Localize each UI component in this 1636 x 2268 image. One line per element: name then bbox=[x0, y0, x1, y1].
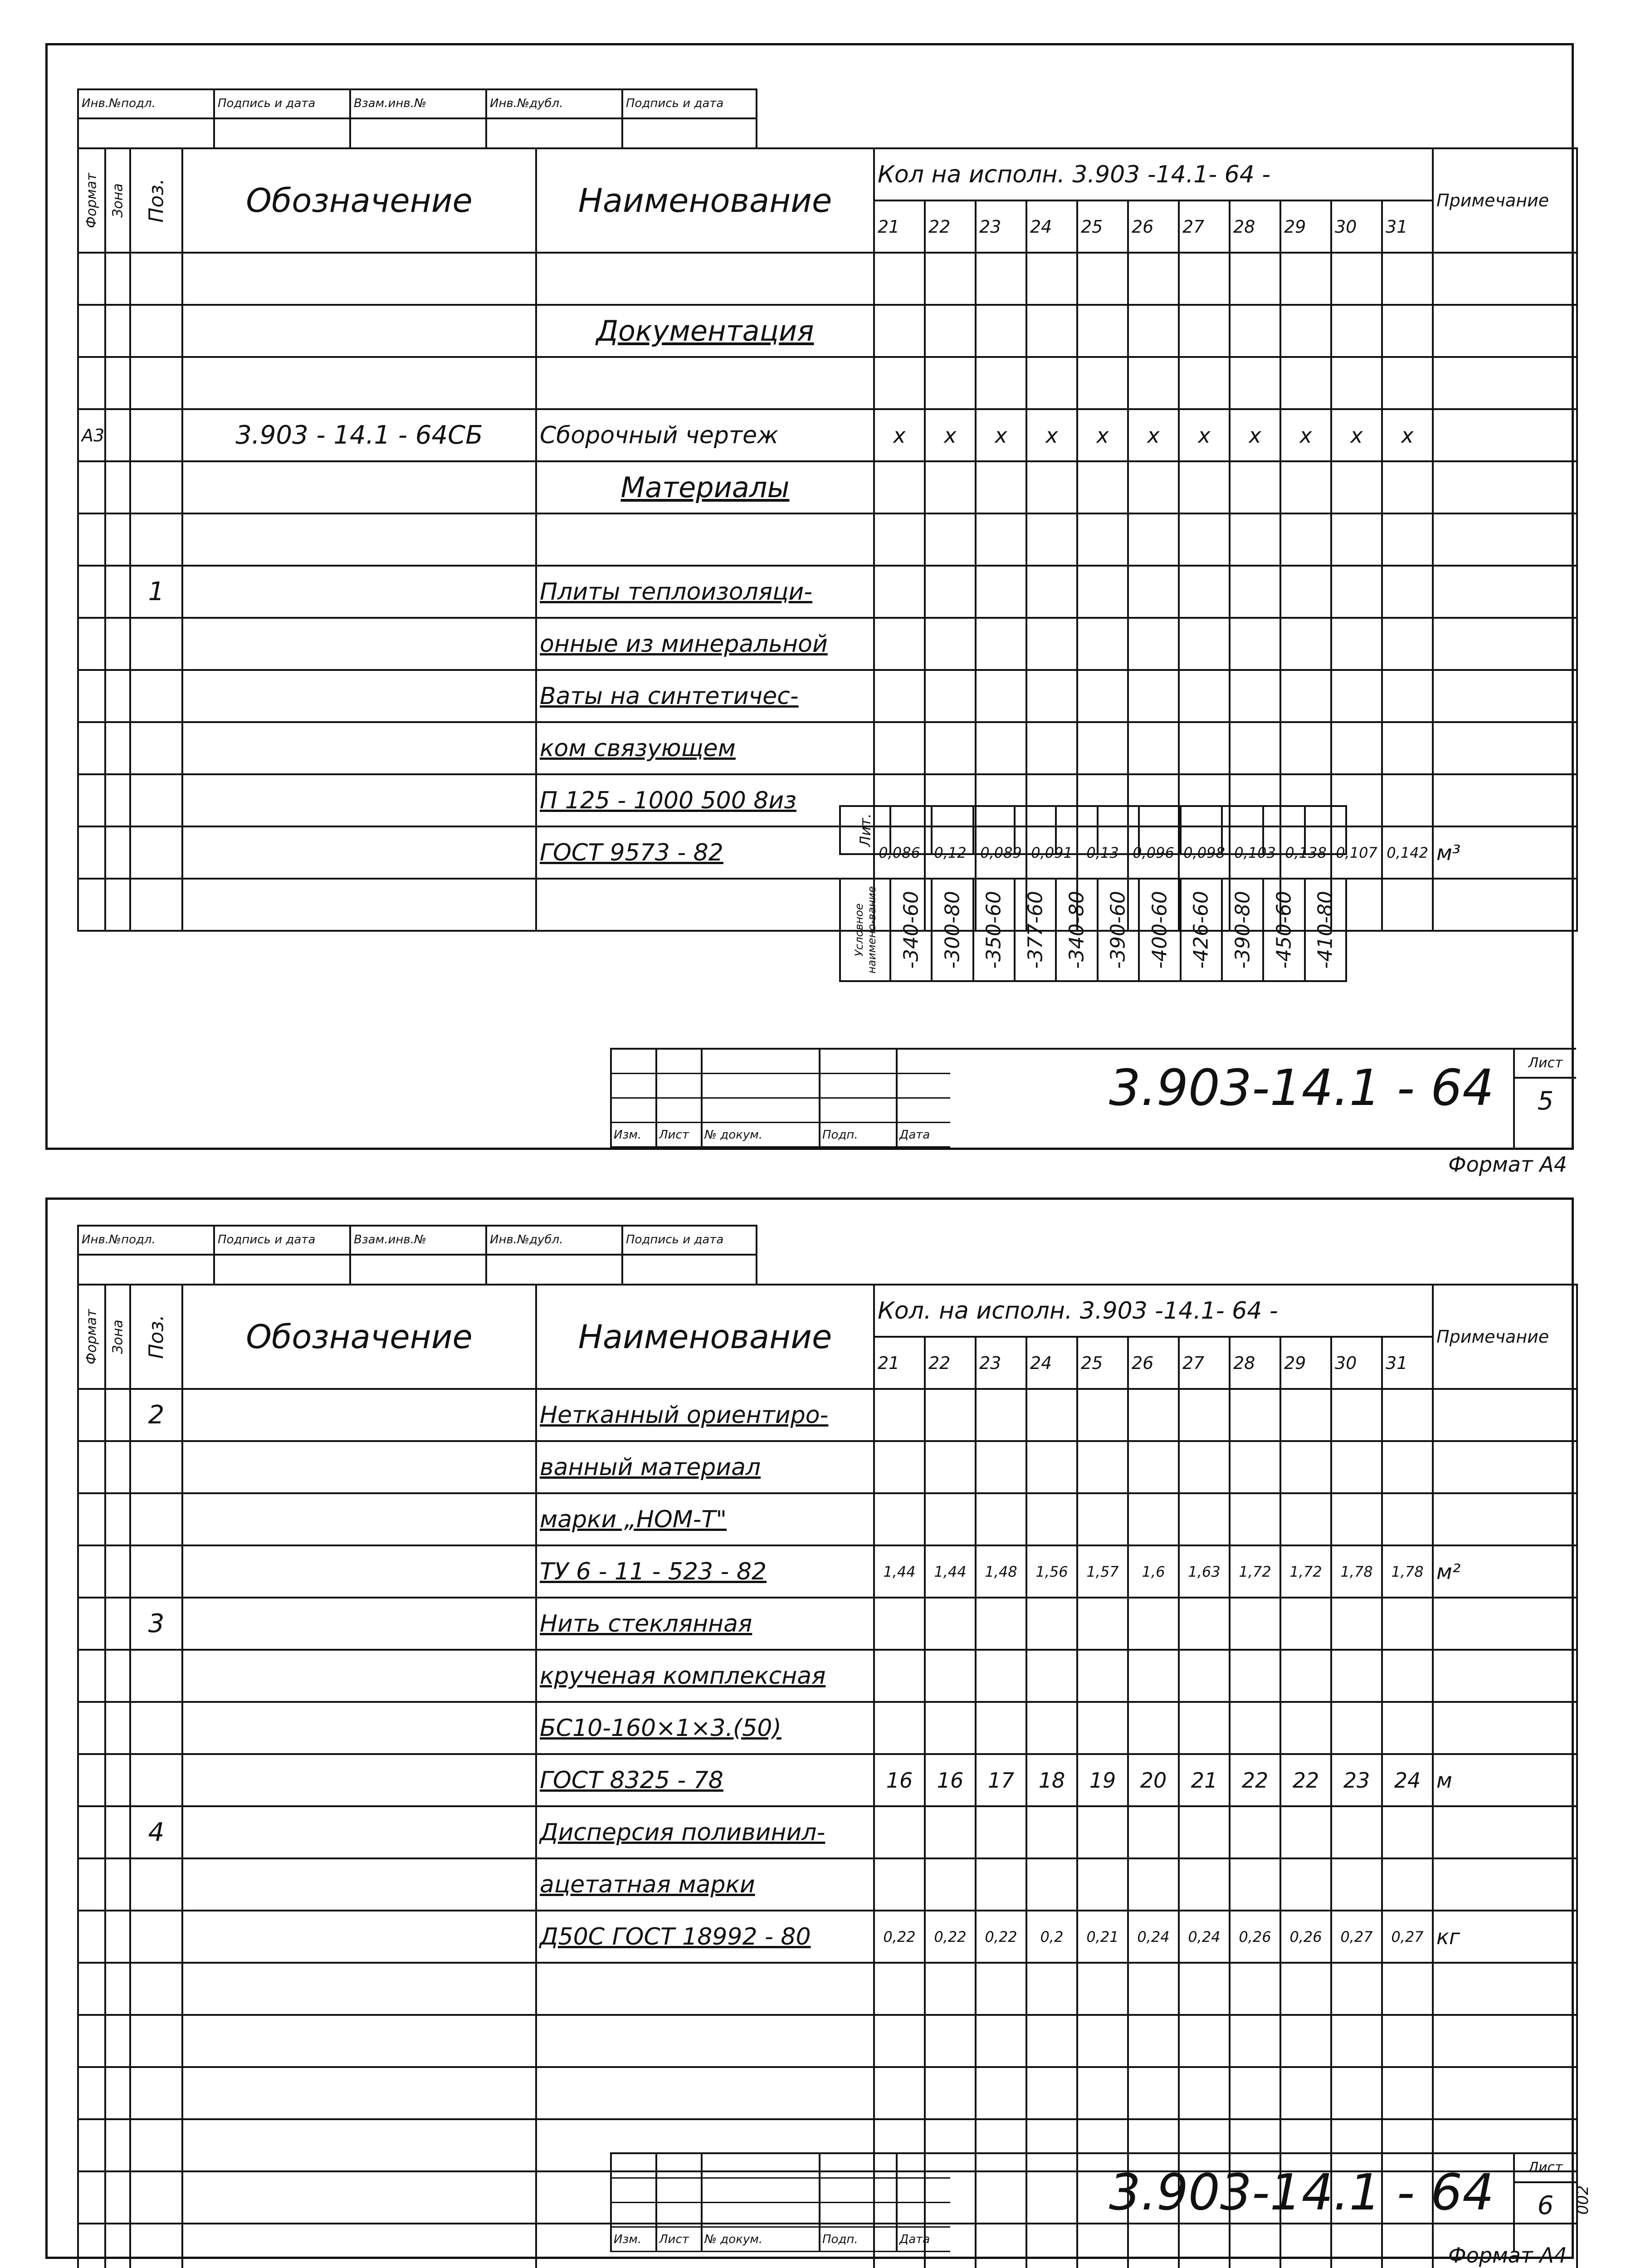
side-code: 002 bbox=[1574, 2185, 1592, 2215]
conditional-name: -340-60 bbox=[899, 891, 923, 969]
col-name: Наименование bbox=[536, 1285, 874, 1389]
conditional-name: -410-80 bbox=[1314, 891, 1337, 969]
qty-col: 23 bbox=[976, 1337, 1026, 1389]
conditional-name: -377-60 bbox=[1024, 891, 1047, 969]
name-cell: ком связующем bbox=[536, 722, 874, 774]
col-designation: Обозначение bbox=[182, 148, 536, 253]
qty-col: 25 bbox=[1077, 1337, 1128, 1389]
qty-col: 21 bbox=[874, 200, 925, 253]
format-cell: А3 bbox=[78, 409, 105, 461]
col-qty: Кол. на исполн. 3.903 -14.1- 64 - bbox=[874, 1285, 1433, 1337]
sheet-number: 5 bbox=[1537, 1086, 1554, 1116]
tb-col-label: Лист bbox=[655, 2228, 701, 2252]
qty-cell: x bbox=[1026, 409, 1077, 461]
table-row bbox=[78, 1650, 1577, 1702]
table-row bbox=[78, 409, 1577, 461]
table-row bbox=[78, 1963, 1577, 2015]
unit-cell: кг bbox=[1433, 1911, 1577, 1963]
qty-col: 31 bbox=[1382, 1337, 1433, 1389]
format-label: Формат А4 bbox=[1448, 1152, 1567, 1177]
qty-cell: 0,22 bbox=[925, 1911, 976, 1963]
unit-cell: м² bbox=[1433, 1545, 1577, 1598]
qty-cell: 0,107 bbox=[1331, 826, 1382, 879]
sheet-label: Лист bbox=[1515, 1050, 1576, 1079]
qty-cell: 1,56 bbox=[1026, 1545, 1077, 1598]
qty-col: 26 bbox=[1128, 200, 1179, 253]
strip-cell: Инв.№дубл. bbox=[487, 90, 621, 119]
qty-cell: 22 bbox=[1230, 1754, 1280, 1806]
qty-cell: 1,57 bbox=[1077, 1545, 1128, 1598]
qty-cell: 1,48 bbox=[976, 1545, 1026, 1598]
position-cell: 3 bbox=[130, 1598, 182, 1650]
qty-cell: 0,089 bbox=[976, 826, 1026, 879]
qty-cell: 0,27 bbox=[1331, 1911, 1382, 1963]
name-cell: ацетатная марки bbox=[536, 1858, 874, 1911]
qty-cell: 20 bbox=[1128, 1754, 1179, 1806]
conditional-name-block bbox=[839, 805, 1347, 1086]
tb-col-label: Дата bbox=[896, 1123, 950, 1148]
qty-cell: 1,63 bbox=[1179, 1545, 1230, 1598]
name-cell: онные из минеральной bbox=[536, 618, 874, 670]
table-row bbox=[78, 305, 1577, 357]
qty-col: 29 bbox=[1280, 1337, 1331, 1389]
qty-cell: x bbox=[1382, 409, 1433, 461]
lit-label: Лит. bbox=[856, 813, 874, 847]
revision-grid bbox=[610, 1050, 930, 1148]
col-designation: Обозначение bbox=[182, 1285, 536, 1389]
name-cell: П 125 - 1000 500 8из bbox=[536, 774, 874, 826]
qty-cell: 0,24 bbox=[1179, 1911, 1230, 1963]
strip-cell: Взам.инв.№ bbox=[351, 90, 485, 119]
strip-cell: Инв.№подл. bbox=[79, 1227, 213, 1256]
section-title: Документация bbox=[536, 305, 874, 357]
col-name: Наименование bbox=[536, 148, 874, 253]
position-cell: 4 bbox=[130, 1806, 182, 1858]
qty-cell: 24 bbox=[1382, 1754, 1433, 1806]
revision-grid bbox=[610, 2154, 930, 2252]
conditional-name: -450-60 bbox=[1272, 891, 1296, 969]
approval-strip bbox=[77, 88, 757, 149]
qty-cell: 1,78 bbox=[1382, 1545, 1433, 1598]
strip-cell: Инв.№подл. bbox=[79, 90, 213, 119]
qty-col: 27 bbox=[1179, 1337, 1230, 1389]
qty-col: 24 bbox=[1026, 200, 1077, 253]
name-cell: БС10-160×1×3.(50) bbox=[536, 1702, 874, 1754]
qty-cell: 0,2 bbox=[1026, 1911, 1077, 1963]
tb-col-label: Дата bbox=[896, 2228, 950, 2252]
qty-cell: 19 bbox=[1077, 1754, 1128, 1806]
table-row bbox=[78, 2015, 1577, 2067]
table-row bbox=[78, 253, 1577, 305]
section-title: Материалы bbox=[536, 461, 874, 513]
name-cell: Плиты теплоизоляци- bbox=[536, 566, 874, 618]
qty-col: 22 bbox=[925, 1337, 976, 1389]
table-row bbox=[78, 1806, 1577, 1858]
table-row bbox=[78, 722, 1577, 774]
sheet-number-box bbox=[1513, 2154, 1576, 2252]
sheet-label: Лист bbox=[1515, 2154, 1576, 2183]
qty-cell: 0,138 bbox=[1280, 826, 1331, 879]
qty-cell: 0,22 bbox=[976, 1911, 1026, 1963]
qty-col: 26 bbox=[1128, 1337, 1179, 1389]
table-row bbox=[78, 2067, 1577, 2119]
qty-cell: x bbox=[925, 409, 976, 461]
title-block bbox=[610, 1048, 1576, 1149]
qty-col: 31 bbox=[1382, 200, 1433, 253]
strip-cell: Подпись и дата bbox=[215, 90, 349, 119]
qty-cell: 21 bbox=[1179, 1754, 1230, 1806]
table-row bbox=[78, 566, 1577, 618]
table-row bbox=[78, 1858, 1577, 1911]
table-row bbox=[78, 1702, 1577, 1754]
col-pos: Поз. bbox=[130, 1285, 182, 1389]
qty-cell: 0,096 bbox=[1128, 826, 1179, 879]
conditional-name: -390-80 bbox=[1231, 891, 1255, 969]
name-cell: ГОСТ 9573 - 82 bbox=[536, 826, 874, 879]
tb-col-label: Изм. bbox=[610, 2228, 655, 2252]
qty-cell: 0,098 bbox=[1179, 826, 1230, 879]
qty-cell: x bbox=[1280, 409, 1331, 461]
table-row bbox=[78, 1598, 1577, 1650]
strip-cell: Взам.инв.№ bbox=[351, 1227, 485, 1256]
qty-cell: 1,6 bbox=[1128, 1545, 1179, 1598]
qty-cell: x bbox=[1230, 409, 1280, 461]
strip-cell: Инв.№дубл. bbox=[487, 1227, 621, 1256]
sheet-5 bbox=[45, 43, 1574, 1177]
col-format: Формат bbox=[78, 148, 105, 253]
qty-cell: 0,091 bbox=[1026, 826, 1077, 879]
table-row bbox=[78, 513, 1577, 566]
tb-col-label: Подп. bbox=[819, 2228, 896, 2252]
table-row bbox=[78, 1911, 1577, 1963]
strip-cell: Подпись и дата bbox=[623, 90, 756, 119]
table-row bbox=[78, 774, 1577, 826]
format-label: Формат А4 bbox=[1448, 2243, 1567, 2268]
qty-cell: 0,27 bbox=[1382, 1911, 1433, 1963]
table-row bbox=[78, 1389, 1577, 1441]
col-format: Формат bbox=[78, 1285, 105, 1389]
qty-col: 27 bbox=[1179, 200, 1230, 253]
qty-col: 30 bbox=[1331, 1337, 1382, 1389]
conditional-name: -390-60 bbox=[1106, 891, 1130, 969]
col-zone: Зона bbox=[105, 148, 130, 253]
qty-cell: 0,26 bbox=[1280, 1911, 1331, 1963]
unit-cell: м bbox=[1433, 1754, 1577, 1806]
tb-col-label: № докум. bbox=[701, 1123, 819, 1148]
qty-cell: 0,12 bbox=[925, 826, 976, 879]
spec-table bbox=[77, 1284, 1578, 2268]
tb-col-label: Изм. bbox=[610, 1123, 655, 1148]
position-cell: 1 bbox=[130, 566, 182, 618]
name-cell: Нить стеклянная bbox=[536, 1598, 874, 1650]
spec-table bbox=[77, 147, 1578, 932]
sheet-6 bbox=[45, 1198, 1574, 2268]
name-cell: ванный материал bbox=[536, 1441, 874, 1493]
table-row bbox=[78, 670, 1577, 722]
col-zone: Зона bbox=[105, 1285, 130, 1389]
designation-cell: 3.903 - 14.1 - 64СБ bbox=[182, 409, 536, 461]
table-row bbox=[78, 1441, 1577, 1493]
qty-col: 30 bbox=[1331, 200, 1382, 253]
strip-cell: Подпись и дата bbox=[215, 1227, 349, 1256]
sheet-number: 6 bbox=[1537, 2191, 1554, 2220]
qty-cell: x bbox=[874, 409, 925, 461]
qty-cell: 1,72 bbox=[1230, 1545, 1280, 1598]
qty-cell: 0,26 bbox=[1230, 1911, 1280, 1963]
table-row bbox=[78, 879, 1577, 931]
qty-col: 21 bbox=[874, 1337, 925, 1389]
col-note: Примечание bbox=[1433, 1285, 1577, 1389]
qty-cell: x bbox=[1179, 409, 1230, 461]
name-cell: крученая комплексная bbox=[536, 1650, 874, 1702]
qty-cell: x bbox=[1331, 409, 1382, 461]
qty-cell: 0,13 bbox=[1077, 826, 1128, 879]
table-row bbox=[78, 1754, 1577, 1806]
qty-cell: 17 bbox=[976, 1754, 1026, 1806]
col-qty: Кол на исполн. 3.903 -14.1- 64 - bbox=[874, 148, 1433, 200]
name-cell: Сборочный чертеж bbox=[536, 409, 874, 461]
conditional-name-label: Условное наимено-вание bbox=[852, 886, 878, 974]
col-note: Примечание bbox=[1433, 148, 1577, 253]
approval-strip bbox=[77, 1225, 757, 1286]
qty-col: 22 bbox=[925, 200, 976, 253]
qty-cell: 0,22 bbox=[874, 1911, 925, 1963]
qty-cell: 0,103 bbox=[1230, 826, 1280, 879]
col-pos: Поз. bbox=[130, 148, 182, 253]
qty-cell: 16 bbox=[874, 1754, 925, 1806]
name-cell: ТУ 6 - 11 - 523 - 82 bbox=[536, 1545, 874, 1598]
conditional-name: -426-60 bbox=[1189, 891, 1213, 969]
qty-cell: 16 bbox=[925, 1754, 976, 1806]
qty-cell: x bbox=[1077, 409, 1128, 461]
qty-col: 28 bbox=[1230, 1337, 1280, 1389]
qty-cell: 18 bbox=[1026, 1754, 1077, 1806]
table-row bbox=[78, 826, 1577, 879]
qty-cell: x bbox=[1128, 409, 1179, 461]
document-code: 3.903-14.1 - 64 bbox=[1109, 2163, 1494, 2221]
qty-cell: 22 bbox=[1280, 1754, 1331, 1806]
qty-col: 23 bbox=[976, 200, 1026, 253]
qty-cell: x bbox=[976, 409, 1026, 461]
name-cell: Д50С ГОСТ 18992 - 80 bbox=[536, 1911, 874, 1963]
sheet-number-box bbox=[1513, 1050, 1576, 1148]
tb-col-label: Лист bbox=[655, 1123, 701, 1148]
conditional-name: -350-60 bbox=[982, 891, 1006, 969]
name-cell: ГОСТ 8325 - 78 bbox=[536, 1754, 874, 1806]
conditional-name: -340-80 bbox=[1065, 891, 1089, 969]
qty-col: 25 bbox=[1077, 200, 1128, 253]
table-row bbox=[78, 461, 1577, 513]
tb-col-label: Подп. bbox=[819, 1123, 896, 1148]
name-cell: марки „НОМ-Т" bbox=[536, 1493, 874, 1545]
table-row bbox=[78, 1545, 1577, 1598]
position-cell: 2 bbox=[130, 1389, 182, 1441]
document-code: 3.903-14.1 - 64 bbox=[1109, 1059, 1494, 1117]
name-cell: Дисперсия поливинил- bbox=[536, 1806, 874, 1858]
table-row bbox=[78, 357, 1577, 409]
table-row bbox=[78, 1493, 1577, 1545]
name-cell: Ваты на синтетичес- bbox=[536, 670, 874, 722]
qty-cell: 1,44 bbox=[874, 1545, 925, 1598]
unit-cell: м³ bbox=[1433, 826, 1577, 879]
qty-col: 24 bbox=[1026, 1337, 1077, 1389]
qty-cell: 0,21 bbox=[1077, 1911, 1128, 1963]
qty-cell: 0,24 bbox=[1128, 1911, 1179, 1963]
qty-col: 29 bbox=[1280, 200, 1331, 253]
qty-cell: 1,44 bbox=[925, 1545, 976, 1598]
qty-cell: 1,72 bbox=[1280, 1545, 1331, 1598]
tb-col-label: № докум. bbox=[701, 2228, 819, 2252]
qty-cell: 0,142 bbox=[1382, 826, 1433, 879]
qty-cell: 0,086 bbox=[874, 826, 925, 879]
strip-cell: Подпись и дата bbox=[623, 1227, 756, 1256]
qty-cell: 23 bbox=[1331, 1754, 1382, 1806]
conditional-name: -400-60 bbox=[1148, 891, 1172, 969]
name-cell: Нетканный ориентиро- bbox=[536, 1389, 874, 1441]
qty-col: 28 bbox=[1230, 200, 1280, 253]
conditional-name: -300-80 bbox=[941, 891, 964, 969]
title-block bbox=[610, 2152, 1576, 2254]
table-row bbox=[78, 618, 1577, 670]
qty-cell: 1,78 bbox=[1331, 1545, 1382, 1598]
